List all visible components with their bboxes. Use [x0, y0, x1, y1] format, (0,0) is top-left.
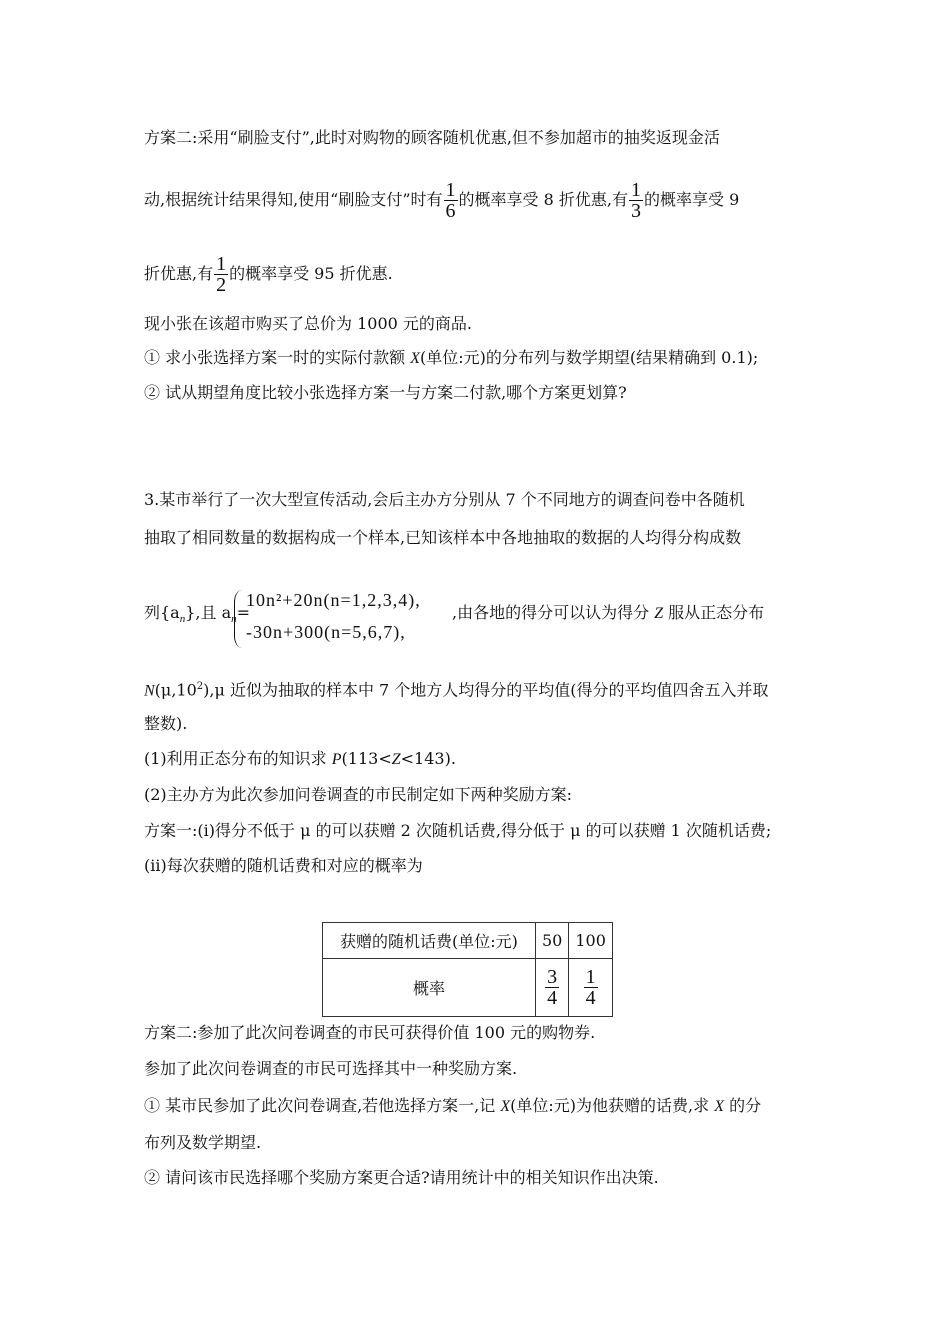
- text-line: ② 请问该市民选择哪个奖励方案更合适?请用统计中的相关知识作出决策.: [144, 1168, 659, 1187]
- fraction-one-third: [629, 180, 643, 221]
- text-segment: =: [236, 603, 251, 622]
- fraction-denominator: 2: [216, 274, 227, 296]
- fraction-three-quarters: [545, 967, 559, 1008]
- text-segment: (单位:元)为他获赠的话费,求: [510, 1096, 715, 1115]
- text-segment: 服从正态分布: [663, 603, 765, 622]
- text-segment: <143).: [400, 749, 456, 768]
- text-line: 布列及数学期望.: [144, 1133, 262, 1152]
- variable-z: Z: [391, 751, 401, 768]
- text-segment: (1)利用正态分布的知识求: [144, 749, 332, 768]
- text-segment: 的概率享受 95 折优惠.: [229, 264, 393, 283]
- text-line: [452, 603, 764, 624]
- text-line: [144, 348, 758, 369]
- text-line: (ii)每次获赠的随机话费和对应的概率为: [144, 856, 423, 875]
- subscript-n: n: [231, 613, 237, 626]
- table-header-cell: 100: [569, 923, 613, 959]
- subscript-n: n: [179, 613, 186, 626]
- text-segment: ① 求小张选择方案一时的实际付款额: [144, 348, 411, 367]
- text-line: 参加了此次问卷调查的市民可选择其中一种奖励方案.: [144, 1059, 518, 1078]
- fraction-denominator: 3: [631, 200, 641, 222]
- text-segment: (113<: [341, 749, 392, 768]
- prize-probability-table: [322, 922, 613, 1017]
- text-segment: ,由各地的得分可以认为得分: [452, 603, 655, 622]
- text-line: 整数).: [144, 714, 188, 733]
- fraction-numerator: 1: [631, 179, 641, 201]
- fraction-one-sixth: [444, 180, 458, 221]
- fraction-numerator: 1: [585, 966, 596, 988]
- text-line: [144, 677, 769, 701]
- text-line: 方案一:(i)得分不低于 μ 的可以获赠 2 次随机话费,得分低于 μ 的可以获赠 1 次随机话费;: [144, 821, 772, 840]
- text-segment: },且 a: [185, 603, 232, 622]
- text-line: 现小张在该超市购买了总价为 1000 元的商品.: [144, 314, 472, 333]
- fraction-denominator: 4: [547, 987, 558, 1009]
- piecewise-case-2: -30n+300(n=5,6,7),: [246, 622, 406, 642]
- text-segment: (μ,10: [154, 680, 197, 700]
- fraction-one-quarter: [584, 967, 598, 1008]
- fraction-denominator: 4: [585, 987, 596, 1009]
- fraction-one-half: [214, 254, 228, 295]
- text-segment: ① 某市民参加了此次问卷调查,若他选择方案一,记: [144, 1096, 501, 1115]
- text-line: ② 试从期望角度比较小张选择方案一与方案二付款,哪个方案更划算?: [144, 383, 627, 402]
- variable-x: X: [500, 1098, 511, 1115]
- text-segment: 动,根据统计结果得知,使用“刷脸支付”时有: [144, 190, 443, 209]
- table-row: [323, 959, 613, 1017]
- text-line: [144, 254, 393, 295]
- text-line: [144, 1096, 761, 1117]
- table-row-label: 概率: [323, 959, 536, 1017]
- left-brace: [234, 590, 243, 648]
- table-cell: [569, 959, 613, 1017]
- variable-x: X: [714, 1098, 724, 1115]
- fraction-denominator: 6: [445, 200, 456, 222]
- text-line: (2)主办方为此次参加问卷调查的市民制定如下两种奖励方案:: [144, 785, 573, 804]
- text-segment: ),μ 近似为抽取的样本中 7 个地方人均得分的平均值(得分的平均值四舍五入并取: [203, 680, 769, 700]
- text-segment: 的概率享受 9: [644, 190, 740, 209]
- variable-z: Z: [654, 605, 664, 622]
- text-line: 抽取了相同数量的数据构成一个样本,已知该样本中各地抽取的数据的人均得分构成数: [144, 528, 742, 547]
- table-header-cell: 获赠的随机话费(单位:元): [323, 923, 536, 959]
- text-segment: 的分: [723, 1096, 762, 1115]
- variable-n-normal: N: [144, 682, 155, 700]
- fraction-numerator: 3: [547, 966, 558, 988]
- variable-p: P: [331, 751, 342, 768]
- text-segment: 折优惠,有: [144, 264, 214, 283]
- fraction-numerator: 1: [445, 179, 456, 201]
- table-row: [323, 923, 613, 959]
- text-line: 方案二:采用“刷脸支付”,此时对购物的顾客随机优惠,但不参加超市的抽奖返现金活: [144, 128, 720, 147]
- fraction-numerator: 1: [216, 253, 227, 275]
- variable-x: X: [410, 350, 420, 367]
- text-line: [144, 749, 456, 770]
- table-cell: [536, 959, 569, 1017]
- superscript-2: 2: [196, 681, 204, 692]
- text-line: 方案二:参加了此次问卷调查的市民可获得价值 100 元的购物券.: [144, 1023, 596, 1042]
- text-segment: 的概率享受 8 折优惠,有: [458, 190, 628, 209]
- piecewise-case-1: 10n²+20n(n=1,2,3,4),: [246, 590, 421, 610]
- text-line: [144, 180, 739, 221]
- table-header-cell: 50: [536, 923, 569, 959]
- problem-3-line: 3.某市举行了一次大型宣传活动,会后主办方分别从 7 个不同地方的调查问卷中各随机: [144, 490, 745, 509]
- text-segment: 列{a: [144, 603, 180, 622]
- text-segment: (单位:元)的分布列与数学期望(结果精确到 0.1);: [419, 348, 759, 367]
